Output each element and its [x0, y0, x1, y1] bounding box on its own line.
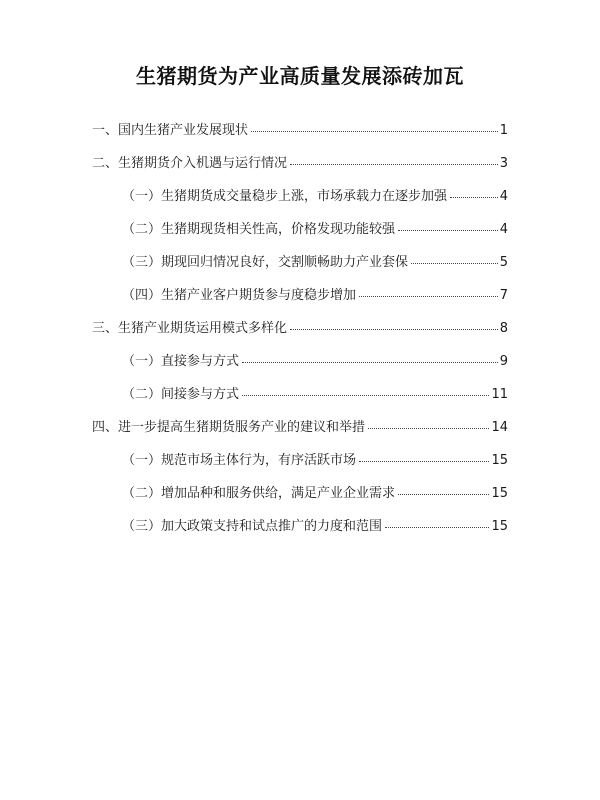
toc-entry-page-number: 3: [499, 156, 508, 171]
toc-entry-page-number: 8: [499, 321, 508, 336]
toc-entry[interactable]: [92, 519, 508, 552]
toc-entry-label: （二）增加品种和服务供给，满足产业企业需求: [122, 486, 396, 501]
document-title: 生猪期货为产业高质量发展添砖加瓦: [136, 64, 464, 88]
toc-entry[interactable]: [92, 354, 508, 387]
toc-dot-leader: [359, 294, 498, 297]
toc-dot-leader: [398, 492, 489, 495]
toc-entry-page-number: 15: [491, 519, 508, 534]
toc-dot-leader: [398, 228, 498, 231]
table-of-contents: [92, 123, 508, 552]
toc-entry[interactable]: [92, 156, 508, 189]
toc-dot-leader: [242, 360, 498, 363]
toc-entry[interactable]: [92, 486, 508, 519]
toc-dot-leader: [411, 261, 498, 264]
toc-entry-page-number: 11: [491, 387, 508, 402]
toc-entry-page-number: 5: [499, 255, 508, 270]
toc-entry-page-number: 15: [491, 486, 508, 501]
toc-dot-leader: [290, 162, 498, 165]
toc-dot-leader: [385, 525, 489, 528]
toc-dot-leader: [368, 426, 489, 429]
toc-dot-leader: [251, 129, 498, 132]
toc-entry[interactable]: [92, 321, 508, 354]
toc-entry-label: （一）生猪期货成交量稳步上涨，市场承载力在逐步加强: [122, 189, 448, 204]
toc-entry[interactable]: [92, 420, 508, 453]
toc-entry-label: 二、生猪期货介入机遇与运行情况: [92, 156, 288, 171]
toc-entry-label: （二）生猪期现货相关性高，价格发现功能较强: [122, 222, 396, 237]
toc-entry-page-number: 4: [499, 189, 508, 204]
toc-entry-label: （四）生猪产业客户期货参与度稳步增加: [122, 288, 357, 303]
toc-dot-leader: [242, 393, 489, 396]
toc-entry[interactable]: [92, 255, 508, 288]
toc-entry-page-number: 7: [499, 288, 508, 303]
toc-entry[interactable]: [92, 189, 508, 222]
toc-dot-leader: [359, 459, 489, 462]
toc-entry-page-number: 15: [491, 453, 508, 468]
toc-entry[interactable]: [92, 453, 508, 486]
toc-dot-leader: [290, 327, 498, 330]
toc-entry-page-number: 14: [491, 420, 508, 435]
toc-entry[interactable]: [92, 123, 508, 156]
toc-entry[interactable]: [92, 387, 508, 420]
toc-entry-label: （三）期现回归情况良好，交割顺畅助力产业套保: [122, 255, 409, 270]
toc-entry-label: （二）间接参与方式: [122, 387, 240, 402]
toc-entry-label: 三、生猪产业期货运用模式多样化: [92, 321, 288, 336]
toc-entry-page-number: 9: [499, 354, 508, 369]
toc-entry[interactable]: [92, 222, 508, 255]
toc-entry-page-number: 1: [499, 123, 508, 138]
toc-entry-label: （一）规范市场主体行为，有序活跃市场: [122, 453, 357, 468]
toc-entry-label: 四、进一步提高生猪期货服务产业的建议和举措: [92, 420, 366, 435]
toc-dot-leader: [450, 195, 498, 198]
toc-entry-label: （三）加大政策支持和试点推广的力度和范围: [122, 519, 383, 534]
toc-entry-label: 一、国内生猪产业发展现状: [92, 123, 249, 138]
toc-entry-page-number: 4: [499, 222, 508, 237]
toc-entry-label: （一）直接参与方式: [122, 354, 240, 369]
toc-entry[interactable]: [92, 288, 508, 321]
